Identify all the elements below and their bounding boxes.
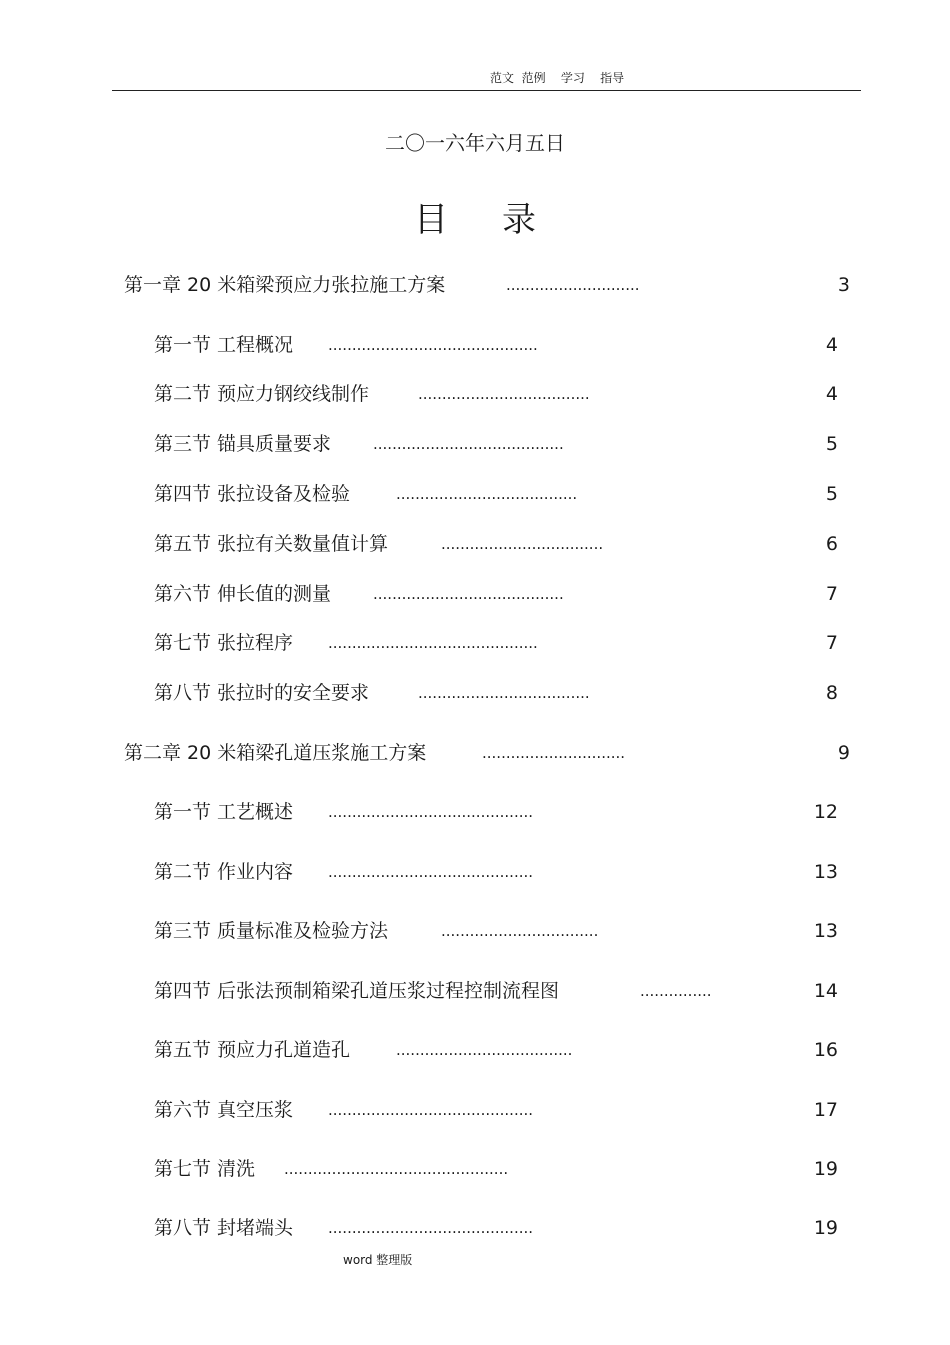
toc-entry[interactable]: [0, 1097, 950, 1123]
page-footer: word 整理版: [343, 1253, 413, 1267]
toc-entry-page: 13: [813, 920, 838, 942]
toc-entry-chapter-2[interactable]: [0, 740, 950, 766]
toc-entry-page: 3: [837, 274, 850, 296]
toc-entry[interactable]: [0, 481, 950, 507]
toc-entry-label: 第三节 质量标准及检验方法: [154, 920, 389, 942]
toc-entry-page: 8: [825, 682, 838, 704]
toc-entry[interactable]: [0, 859, 950, 885]
toc-entry-page: 7: [825, 632, 838, 654]
toc-entry-page: 5: [825, 433, 838, 455]
toc-entry-dots: ...........................................: [328, 863, 534, 881]
document-date: 二〇一六年六月五日: [385, 131, 565, 155]
toc-entry-dots: .................................: [441, 922, 599, 940]
toc-entry-label: 第一章 20 米箱梁预应力张拉施工方案: [124, 274, 446, 296]
toc-entry-page: 12: [813, 801, 838, 823]
toc-entry-dots: ......................................: [396, 485, 578, 503]
toc-entry-page: 7: [825, 583, 838, 605]
toc-entry-dots: ..................................: [441, 535, 604, 553]
toc-entry-dots: ........................................: [373, 585, 564, 603]
toc-entry-page: 9: [837, 742, 850, 764]
toc-entry[interactable]: [0, 978, 950, 1004]
toc-entry[interactable]: [0, 1156, 950, 1182]
header-rule: [112, 90, 861, 91]
toc-entry[interactable]: [0, 680, 950, 706]
toc-entry-dots: ....................................: [418, 385, 590, 403]
toc-entry-page: 19: [813, 1158, 838, 1180]
toc-entry-label: 第五节 预应力孔道造孔: [154, 1039, 351, 1061]
toc-entry-dots: ............................................: [328, 336, 538, 354]
toc-entry-dots: ...............: [640, 982, 712, 1000]
toc-entry-label: 第六节 真空压浆: [154, 1099, 294, 1121]
running-header: 范文 范例 学习 指导: [490, 71, 625, 85]
toc-entry-page: 19: [813, 1217, 838, 1239]
toc-entry-label: 第二节 作业内容: [154, 861, 294, 883]
toc-entry[interactable]: [0, 431, 950, 457]
toc-entry-label: 第三节 锚具质量要求: [154, 433, 332, 455]
toc-entry-page: 14: [813, 980, 838, 1002]
toc-entry-page: 16: [813, 1039, 838, 1061]
toc-entry-label: 第八节 封堵端头: [154, 1217, 294, 1239]
toc-entry-page: 13: [813, 861, 838, 883]
toc-entry-dots: ...........................................: [328, 803, 534, 821]
toc-entry-label: 第五节 张拉有关数量值计算: [154, 533, 389, 555]
toc-entry-dots: ...........................................: [328, 1101, 534, 1119]
toc-entry-page: 4: [825, 383, 838, 405]
toc-entry-page: 6: [825, 533, 838, 555]
toc-entry-dots: ...........................................: [328, 1219, 534, 1237]
toc-entry[interactable]: [0, 531, 950, 557]
toc-entry-dots: ....................................: [418, 684, 590, 702]
toc-entry-label: 第六节 伸长值的测量: [154, 583, 332, 605]
toc-entry-label: 第四节 后张法预制箱梁孔道压浆过程控制流程图: [154, 980, 560, 1002]
toc-entry-label: 第八节 张拉时的安全要求: [154, 682, 370, 704]
toc-entry-page: 4: [825, 334, 838, 356]
toc-entry-page: 17: [813, 1099, 838, 1121]
toc-entry-label: 第二章 20 米箱梁孔道压浆施工方案: [124, 742, 427, 764]
toc-entry[interactable]: [0, 1215, 950, 1241]
toc-entry-dots: ............................: [506, 276, 640, 294]
toc-entry[interactable]: [0, 1037, 950, 1063]
toc-entry-label: 第二节 预应力钢绞线制作: [154, 383, 370, 405]
toc-entry-dots: .....................................: [396, 1041, 573, 1059]
toc-entry-label: 第一节 工艺概述: [154, 801, 294, 823]
toc-entry[interactable]: [0, 332, 950, 358]
toc-entry-chapter-1[interactable]: [0, 272, 950, 298]
toc-entry-label: 第七节 清洗: [154, 1158, 256, 1180]
toc-entry-dots: ............................................: [328, 634, 538, 652]
toc-entry-label: 第七节 张拉程序: [154, 632, 294, 654]
toc-entry[interactable]: [0, 918, 950, 944]
toc-entry-dots: ..............................: [482, 744, 626, 762]
toc-entry[interactable]: [0, 630, 950, 656]
toc-entry-page: 5: [825, 483, 838, 505]
toc-entry-dots: ...............................................: [284, 1160, 509, 1178]
toc-entry-dots: ........................................: [373, 435, 564, 453]
toc-entry-label: 第四节 张拉设备及检验: [154, 483, 351, 505]
toc-title: 目录: [414, 200, 590, 240]
toc-entry[interactable]: [0, 581, 950, 607]
toc-entry[interactable]: [0, 381, 950, 407]
toc-entry-label: 第一节 工程概况: [154, 334, 294, 356]
toc-entry[interactable]: [0, 799, 950, 825]
